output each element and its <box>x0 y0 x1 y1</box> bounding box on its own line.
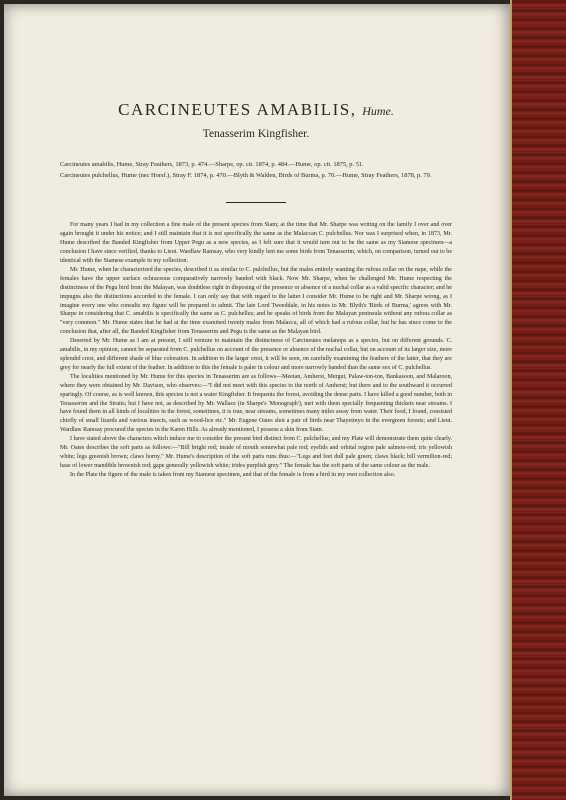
synonym-entry: Carcineutes pulchellus, Hume (nec Horsf.), Stray F. 1874, p. 470.—Blyth & Walden, Birds of Burma, p. 70.—Hume, Stray Feathers, 1878, p. 79. <box>60 172 432 180</box>
body-paragraph: The localities mentioned by Mr. Hume for this species in Tenasserim are as follows—Meetan, Amherst, Mergui, Palaw-ton-ton, Bankasoon, and Malaroon, where they were obtained by Mr. Davison, who observes:—"I did not meet with this species to the north of Amherst; but there and to the southward it occurred sparingly. Of course, as is well known, this species is not a water Kingfisher. It frequents the forest, avoiding the dense parts. I have killed a good number, both in Tenasserim and the Straits; but I have not, as described by Mr. Wallace (in Sharpe's 'Monograph'), met with them specially frequenting thickets near streams. I have found them in all kinds of localities in the forest, sometimes, it is true, near streams, sometimes many miles away from water. Their food, I found, consisted chiefly of small lizards and various insects, such as wood-lice etc." Mr. Eugene Oates shot a pair of birds near Thayetmyo in the evergreen forests; and Lieut. Wardlaw Ramsay procured the species in the Karen Hills. As already mentioned, I possess a skin from Siam. <box>60 373 452 434</box>
body-paragraph: In the Plate the figure of the male is taken from my Siamese specimen, and that of the female is from a bird in my own collection also. <box>70 471 396 478</box>
synonym-entry: Carcineutes amabilis, Hume, Stray Feathers, 1873, p. 474.—Sharpe, op. cit. 1874, p. 484.—Hume, op. cit. 1875, p. 51. <box>60 161 364 168</box>
species-name: CARCINEUTES AMABILIS, <box>118 100 357 119</box>
species-title <box>60 100 452 120</box>
species-author: Hume. <box>362 104 394 118</box>
page-content <box>60 100 452 480</box>
body-paragraph: Deserted by Mr. Hume as I am at present, I still venture to maintain the distinctness of Carcineutes melanops as a species, but on different grounds. C. amabilis, in my opinion, cannot be separated from C. pulchellus on account of the presence or absence of the nuchal collar, but on account of its larger size, more splendid crest, and different shade of blue coloration. In addition to the larger crest, it will be seen, on carefully examining the feathers of the latter, that they are grey for nearly the full extent of the feather. In addition to this the female is paler in colour and more narrowly banded than the same sex of C. pulchellus. <box>60 338 452 371</box>
book-binding <box>512 0 566 800</box>
common-name: Tenasserim Kingfisher. <box>202 128 310 140</box>
body-paragraph: Mr. Hume, when he characterized the species, described it as similar to C. pulchellus, but the males entirely wanting the rufous collar on the nape, while the females have the upper surface ochraceous comparatively narrowly banded with black. Now Mr. Sharpe, when he challenged Mr. Hume respecting the distinctness of the Pegu bird from the Malayan, was doubtless right in disposing of the presence or absence of a nuchal collar as a valid specific character; and he impugns also the distinctions accorded to the female. I can only say that with regard to the latter I consider Mr. Hume to be right and Mr. Sharpe wrong, as I imagine every one who consults my figure will be prepared to admit. The late Lord Tweeddale, in his notes to Mr. Blyth's 'Birds of Burma,' agrees with Mr. Sharpe in considering that C. amabilis is specifically the same as C. pulchellus; and he speaks of birds from the Malayan peninsula without any rufous collar as "very common." Mr. Hume states that he had at the time examined twenty males from Malacca, all of which had a rufous collar, but he has since come to the conclusion that, after all, the Banded Kingfisher from Tenasserim and Pegu is the same as the Malayan bird. <box>60 266 452 336</box>
body-paragraph: For many years I had in my collection a fine male of the present species from Siam; at the time that Mr. Sharpe was writing on the family I over and over again brought it under his notice; and I still maintain that it is not specifically the same as the Malaccan C. pulchellus. Nor was I surprised when, in 1873, Mr. Hume described the Banded Kingfisher from Upper Pegu as a new species, as I felt sure that it would turn out to be the same as my Siamese specimen—a conclusion I have since verified, thanks to Lieut. Wardlaw Ramsay, who very kindly lent me some birds from Tenasserim, which, on comparison, turned out to be identical with the Siamese example in my collection. <box>60 222 452 265</box>
section-divider <box>226 202 286 203</box>
body-paragraph: I have stated above the characters which induce me to consider the present bird distinct from C. pulchellus; and my Plate will demonstrate them quite clearly. Mr. Oates describes the soft parts as follows:—"Bill bright red; inside of mouth somewhat pale red; eyelids and orbital region pale salmon-red; iris yellowish white; legs greenish brown; claws horny." Mr. Hume's description of the soft parts runs thus:—"Legs and feet dull pale green; claws black; bill vermilion-red; base of lower mandible brownish red; gape generally yellowish white; irides purplish grey." The female has the soft parts of the same colour as the male. <box>60 436 452 469</box>
